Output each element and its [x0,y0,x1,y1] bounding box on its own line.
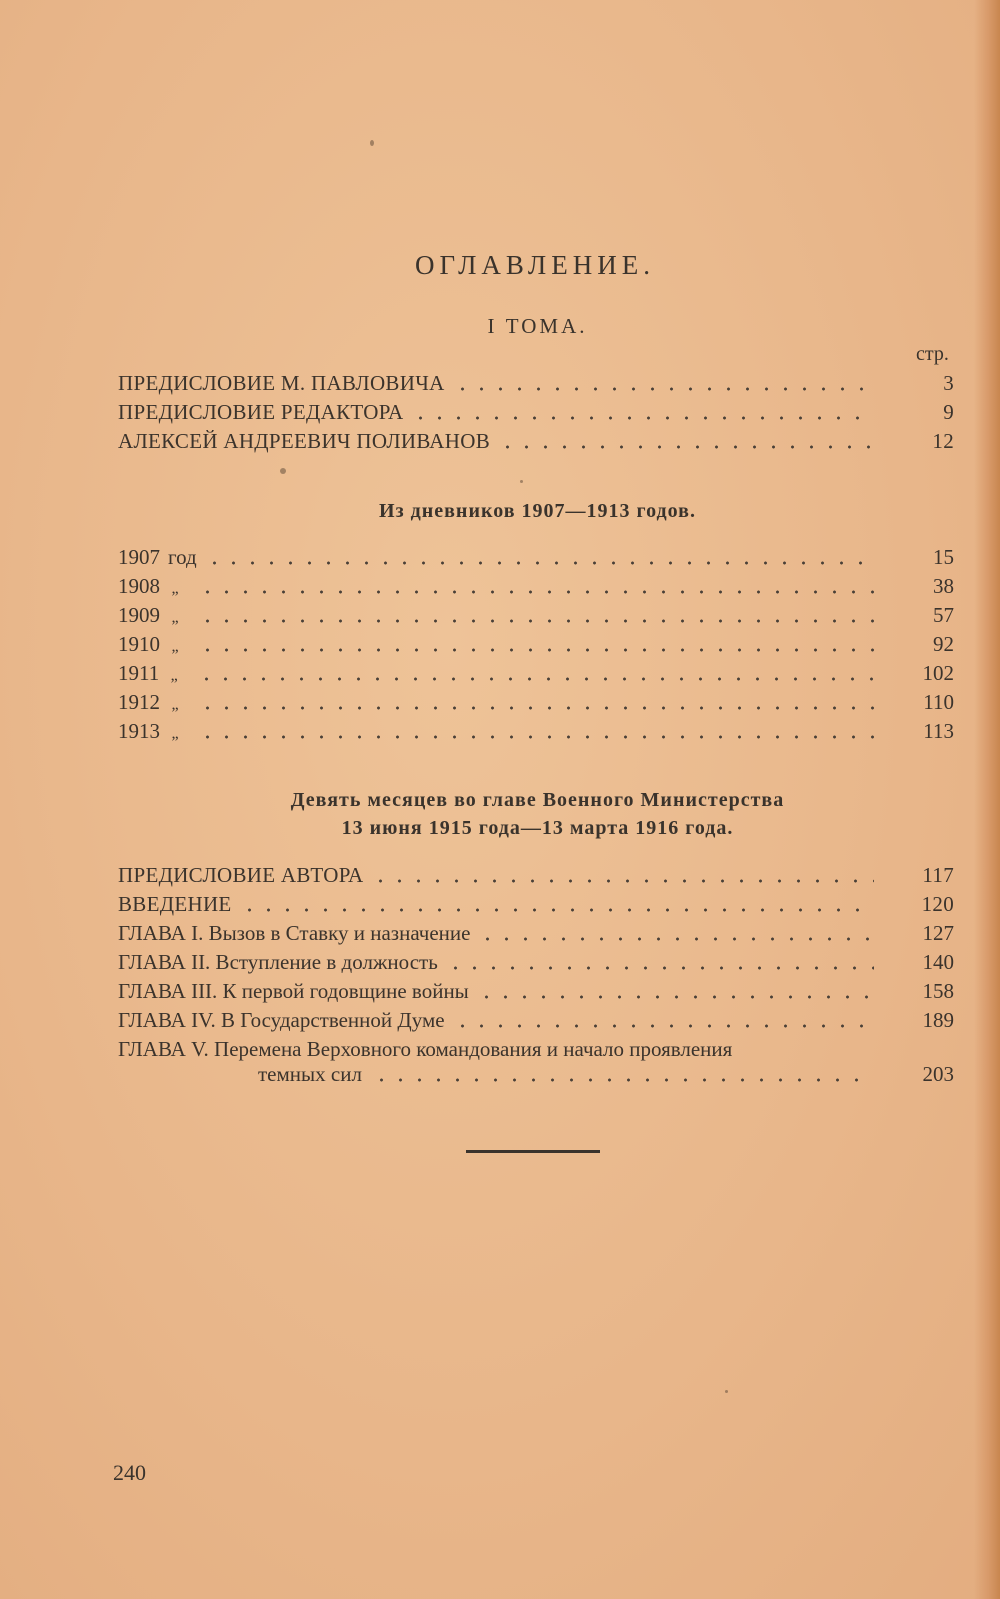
toc-entry [118,428,954,454]
ditto-mark: „ [171,696,179,713]
leader-dots [198,706,874,710]
ditto-mark: „ [171,580,179,597]
toc-entry-page: 203 [922,1062,954,1086]
volume-subtitle: I ТОМА. [487,314,588,338]
leader-dots [198,735,874,739]
toc-entry-label: ГЛАВА I. Вызов в Ставку и назначение [118,921,471,945]
section-title-ministry: Девять месяцев во главе Военного Министерства [290,789,785,811]
section-subtitle-dates: 13 июня 1915 года—13 марта 1916 года. [341,817,734,839]
toc-entry-page: 127 [922,921,954,945]
toc-entry [118,1007,954,1033]
toc-entry-page: 110 [923,690,954,714]
year-label: 1911 [118,661,160,685]
leader-dots [198,648,874,652]
paper-speck [370,140,374,146]
toc-entry-page: 117 [922,863,954,887]
toc-entry-page: 9 [943,400,954,424]
toc-entry-page: 92 [933,632,954,656]
toc-entry-label: ПРЕДИСЛОВИЕ РЕДАКТОРА [118,400,404,424]
toc-entry [118,689,954,715]
toc-entry-page: 140 [922,950,954,974]
year-label: 1912 [118,690,160,714]
toc-entry-page: 102 [922,661,954,685]
leader-dots [371,879,874,883]
toc-entry-page: 158 [922,979,954,1003]
year-label: 1909 [118,603,160,627]
toc-entry-label: ГЛАВА II. Вступление в должность [118,950,438,974]
leader-dots [453,1024,874,1028]
leader-dots [477,995,874,999]
toc-entry-label: ГЛАВА III. К первой годовщине войны [118,979,469,1003]
year-label: 1908 [118,574,160,598]
paper-speck [520,480,523,483]
toc-entry-page: 189 [922,1008,954,1032]
toc-entry [118,544,954,570]
ditto-mark: „ [171,638,179,655]
toc-entry [118,891,954,917]
toc-entry [118,370,954,396]
year-label: 1910 [118,632,160,656]
leader-dots [478,937,874,941]
toc-entry [118,978,954,1004]
toc-entry-label-cont: темных сил [258,1062,362,1086]
toc-entry [118,573,954,599]
toc-entry [118,631,954,657]
leader-dots [198,590,874,594]
toc-entry-label: ПРЕДИСЛОВИЕ М. ПАВЛОВИЧА [118,371,445,395]
ditto-mark: „ [170,667,178,684]
leader-dots [198,619,874,623]
leader-dots [411,416,874,420]
toc-entry [118,399,954,425]
leader-dots [205,561,874,565]
leader-dots [240,908,874,912]
page-column-label: стр. [916,343,949,365]
toc-entry-page: 113 [923,719,954,743]
toc-entry-multiline [118,1036,878,1062]
year-label: 1907 [118,545,160,569]
toc-entry-continuation [258,1061,954,1087]
page-title: ОГЛАВЛЕНИЕ. [415,250,655,280]
toc-entry-label: ПРЕДИСЛОВИЕ АВТОРА [118,863,364,887]
section-title-diaries: Из дневников 1907—1913 годов. [379,500,696,522]
leader-dots [446,966,874,970]
end-rule [466,1150,600,1153]
toc-entry [118,949,954,975]
toc-entry [118,718,954,744]
toc-entry-page: 38 [933,574,954,598]
toc-entry [118,862,954,888]
toc-entry-label: ВВЕДЕНИЕ [118,892,232,916]
toc-entry-label: ГЛАВА V. Перемена Верховного командования и начало проявления [118,1037,733,1061]
toc-entry-page: 120 [921,892,954,916]
leader-dots [197,677,874,681]
page-number: 240 [113,1460,146,1485]
ditto-mark: „ [171,725,179,742]
toc-entry [118,602,954,628]
paper-speck [725,1390,728,1393]
toc-entry-label: АЛЕКСЕЙ АНДРЕЕВИЧ ПОЛИВАНОВ [118,429,491,453]
toc-entry [118,920,954,946]
toc-entry [118,660,954,686]
toc-entry-page: 57 [933,603,954,627]
page-edge-shadow [974,0,1000,1599]
leader-dots [453,387,874,391]
leader-dots [372,1078,874,1082]
leader-dots [498,445,874,449]
toc-entry-page: 15 [933,545,954,569]
paper-speck [280,468,286,474]
year-suffix: год [168,545,197,569]
ditto-mark: „ [171,609,179,626]
toc-entry-page: 12 [932,429,954,453]
toc-entry-label: ГЛАВА IV. В Государственной Думе [118,1008,445,1032]
toc-entry-page: 3 [943,371,954,395]
year-label: 1913 [118,719,160,743]
